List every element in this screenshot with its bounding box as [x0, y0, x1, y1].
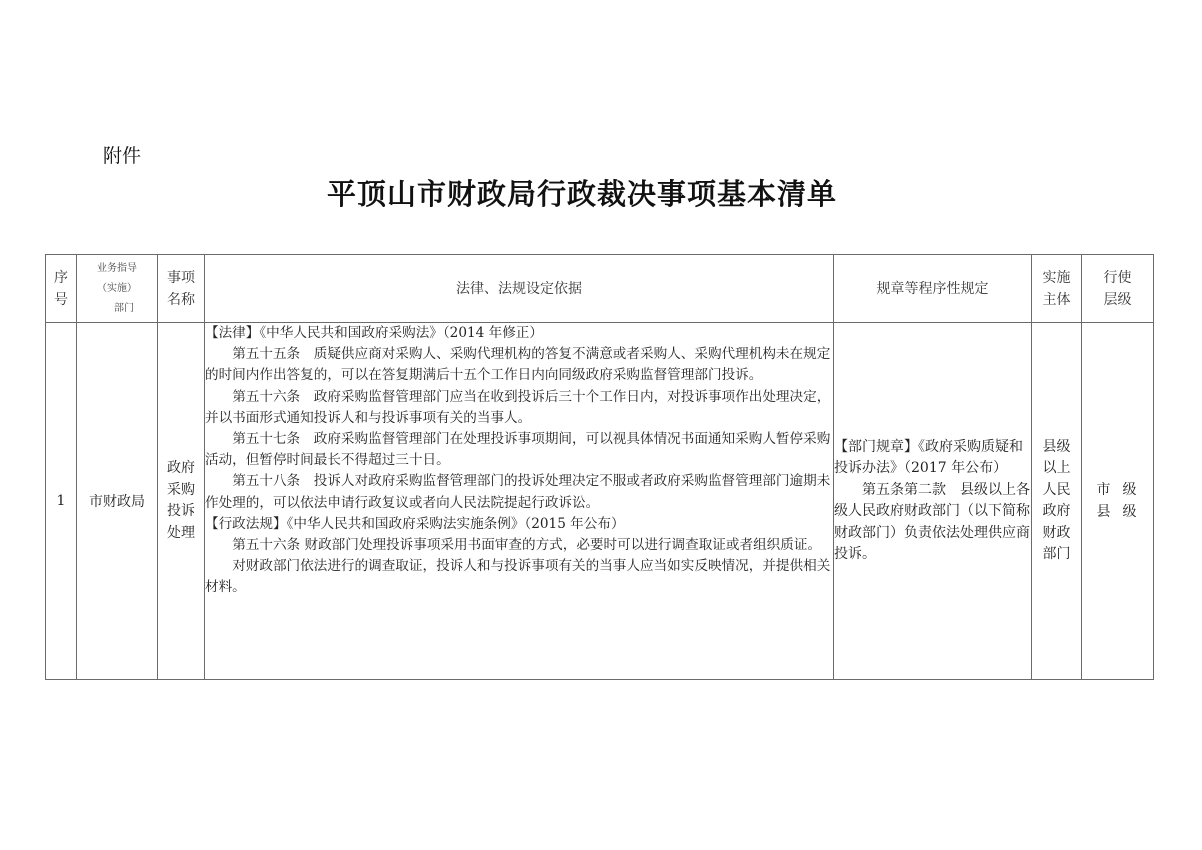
table-row	[46, 323, 1154, 680]
header-level: 行使层级	[1082, 255, 1154, 323]
header-legal-basis: 法律、法规设定依据	[205, 255, 834, 323]
law-article-58: 第五十八条 投诉人对政府采购监督管理部门的投诉处理决定不服或者政府采购监督管理部门逾期未作处理的，可以依法申请行政复议或者向人民法院提起行政诉讼。	[205, 473, 831, 511]
cell-item-name: 政府采购投诉处理	[158, 323, 205, 680]
attachment-label: 附件	[103, 145, 142, 167]
cell-subject: 县级以上人民政府财政部门	[1032, 323, 1082, 680]
header-seq: 序号	[46, 255, 77, 323]
header-item-name: 事项名称	[158, 255, 205, 323]
header-dept: 业务指导 （实施） 部门	[77, 255, 158, 323]
header-rules: 规章等程序性规定	[834, 255, 1032, 323]
cell-legal-basis	[205, 323, 834, 680]
header-subject: 实施主体	[1032, 255, 1082, 323]
cell-rules	[834, 323, 1032, 680]
law-heading: 【法律】《中华人民共和国政府采购法》（2014 年修正）	[205, 325, 543, 341]
regulation-article-56-para2: 对财政部门依法进行的调查取证，投诉人和与投诉事项有关的当事人应当如实反映情况，并提供相关材料。	[205, 558, 831, 596]
law-article-55: 第五十五条 质疑供应商对采购人、采购代理机构的答复不满意或者采购人、采购代理机构未在规定的时间内作出答复的，可以在答复期满后十五个工作日内向同级政府采购监督管理部门投诉。	[205, 346, 831, 384]
cell-dept: 市财政局	[77, 323, 158, 680]
regulation-heading: 【行政法规】《中华人民共和国政府采购法实施条例》（2015 年公布）	[205, 515, 625, 532]
law-article-56: 第五十六条 政府采购监督管理部门应当在收到投诉后三十个工作日内，对投诉事项作出处理决定，并以书面形式通知投诉人和与投诉事项有关的当事人。	[205, 388, 831, 426]
table-header-row	[46, 255, 1154, 323]
regulation-article-56: 第五十六条 财政部门处理投诉事项采用书面审查的方式，必要时可以进行调查取证或者组织质证。	[232, 537, 822, 554]
document-title-text: 平顶山市财政局行政裁决事项基本清单	[327, 177, 838, 211]
cell-seq: 1	[46, 323, 77, 680]
rule-heading: 【部门规章】《政府采购质疑和投诉办法》（2017 年公布）	[834, 438, 1023, 476]
cell-level: 市级 县级	[1082, 323, 1154, 680]
rule-article-5: 第五条第二款 县级以上各级人民政府财政部门（以下简称财政部门）负责依法处理供应商投诉。	[834, 481, 1030, 562]
adjudication-items-table	[45, 254, 1154, 680]
law-article-57: 第五十七条 政府采购监督管理部门在处理投诉事项期间，可以视具体情况书面通知采购人暂停采购活动，但暂停时间最长不得超过三十日。	[205, 431, 831, 469]
